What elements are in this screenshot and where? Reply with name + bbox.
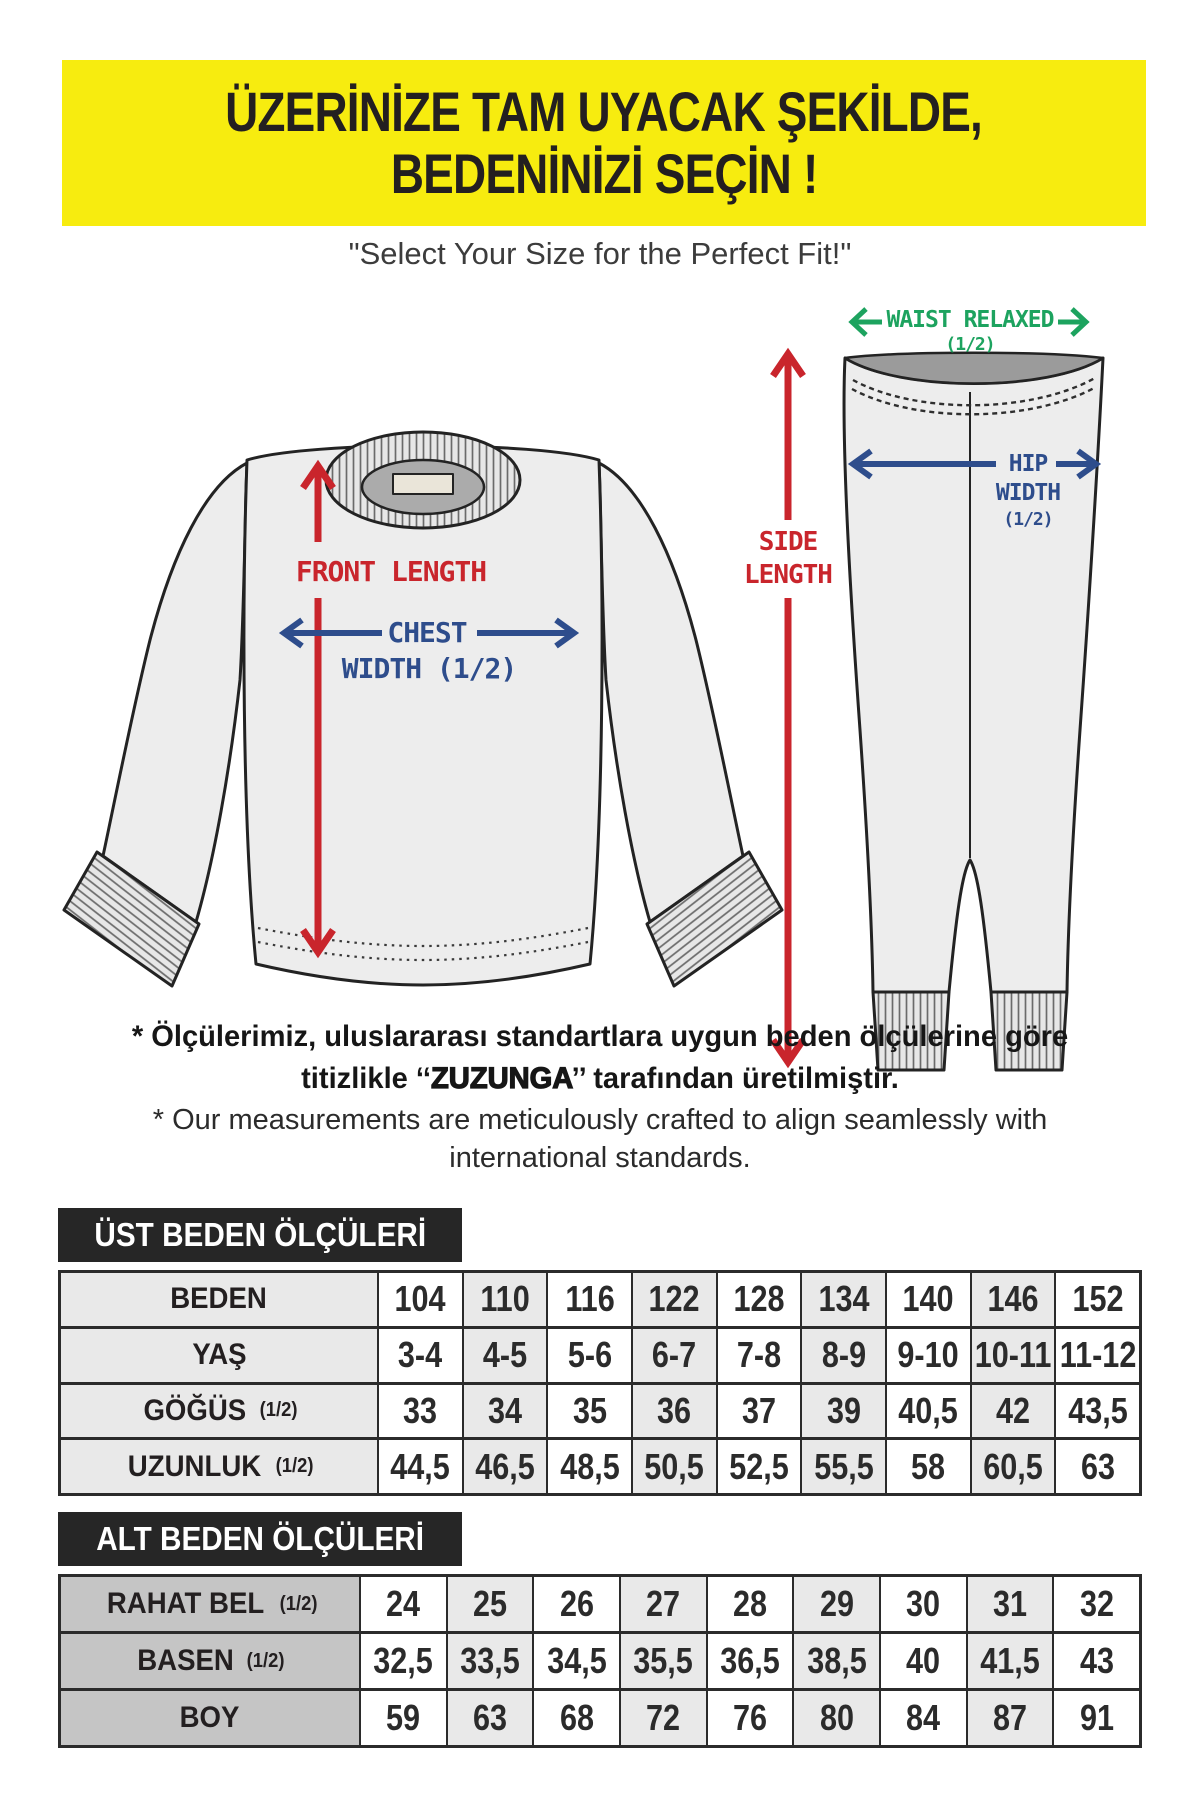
front-length-label: FRONT LENGTH <box>295 555 487 588</box>
row-label: GÖĞÜS (1/2) <box>61 1385 377 1438</box>
size-value: 37 <box>716 1385 801 1438</box>
brand-name: ZUZUNGA <box>431 1062 572 1095</box>
upper-body-table-title: ÜST BEDEN ÖLÇÜLERİ <box>94 1216 426 1253</box>
upper-body-table-header <box>58 1208 462 1262</box>
size-value: 84 <box>879 1691 966 1745</box>
table-row <box>61 1326 1139 1382</box>
note-turkish-line1: * Ölçülerimiz, uluslararası standartlara uygun beden ölçülerine göre <box>131 1020 1069 1053</box>
size-value: 31 <box>966 1577 1053 1631</box>
size-value: 68 <box>532 1691 619 1745</box>
size-value: 36 <box>631 1385 716 1438</box>
shirt-illustration <box>64 432 782 986</box>
size-value: 128 <box>716 1273 801 1326</box>
size-value: 24 <box>359 1577 446 1631</box>
size-value: 63 <box>446 1691 533 1745</box>
size-value: 9-10 <box>885 1329 970 1382</box>
size-value: 33 <box>377 1385 462 1438</box>
size-value: 48,5 <box>546 1440 631 1493</box>
size-value: 134 <box>800 1273 885 1326</box>
collar-tag <box>393 474 453 494</box>
waist-relaxed-half-label: (1/2) <box>945 334 995 355</box>
row-label: BOY <box>61 1691 359 1745</box>
promo-banner <box>62 60 1146 226</box>
size-value: 4-5 <box>462 1329 547 1382</box>
row-label: YAŞ <box>61 1329 377 1382</box>
size-value: 8-9 <box>800 1329 885 1382</box>
chest-width-label-line1: CHEST <box>387 616 467 649</box>
size-value: 43,5 <box>1054 1385 1139 1438</box>
note-english-line2: international standards. <box>449 1142 751 1174</box>
size-value: 87 <box>966 1691 1053 1745</box>
banner-line-2: BEDENİNİZİ SEÇİN ! <box>390 142 818 205</box>
size-value: 34,5 <box>532 1634 619 1688</box>
lower-body-table-header <box>58 1512 462 1566</box>
size-value: 36,5 <box>706 1634 793 1688</box>
size-value: 50,5 <box>631 1440 716 1493</box>
row-label: UZUNLUK (1/2) <box>61 1440 377 1493</box>
size-value: 29 <box>792 1577 879 1631</box>
row-label: BASEN (1/2) <box>61 1634 359 1688</box>
size-value: 80 <box>792 1691 879 1745</box>
measurement-diagram <box>0 300 1200 1080</box>
size-value: 104 <box>377 1273 462 1326</box>
lower-body-table-title: ALT BEDEN ÖLÇÜLERİ <box>96 1520 424 1557</box>
table-row <box>61 1437 1139 1493</box>
size-value: 6-7 <box>631 1329 716 1382</box>
size-value: 46,5 <box>462 1440 547 1493</box>
hip-width-label-line2: WIDTH <box>995 480 1061 506</box>
garment-diagram-canvas <box>0 300 1200 1080</box>
side-length-arrow <box>773 354 803 1062</box>
size-value: 35,5 <box>619 1634 706 1688</box>
side-length-label-line1: SIDE <box>758 527 818 557</box>
size-value: 116 <box>546 1273 631 1326</box>
hip-width-label <box>966 450 1090 531</box>
size-value: 7-8 <box>716 1329 801 1382</box>
size-value: 32 <box>1052 1577 1139 1631</box>
size-value: 91 <box>1052 1691 1139 1745</box>
table-row <box>61 1577 1139 1631</box>
size-value: 140 <box>885 1273 970 1326</box>
note-english-line1: * Our measurements are meticulously crafted to align seamlessly with <box>152 1104 1048 1136</box>
size-value: 40 <box>879 1634 966 1688</box>
table-row <box>61 1631 1139 1688</box>
note-turkish-line2-post: ’’ tarafından üretilmiştir. <box>571 1062 899 1095</box>
size-value: 58 <box>885 1440 970 1493</box>
size-value: 32,5 <box>359 1634 446 1688</box>
side-length-label-line2: LENGTH <box>744 560 832 590</box>
size-value: 55,5 <box>800 1440 885 1493</box>
size-value: 27 <box>619 1577 706 1631</box>
size-value: 11-12 <box>1054 1329 1139 1382</box>
size-value: 76 <box>706 1691 793 1745</box>
size-value: 10-11 <box>970 1329 1055 1382</box>
size-value: 34 <box>462 1385 547 1438</box>
hip-width-half-label: (1/2) <box>1003 509 1053 530</box>
size-value: 33,5 <box>446 1634 533 1688</box>
size-value: 3-4 <box>377 1329 462 1382</box>
size-value: 35 <box>546 1385 631 1438</box>
note-turkish-line2-pre: titizlikle ‘‘ <box>301 1062 432 1095</box>
size-value: 41,5 <box>966 1634 1053 1688</box>
size-value: 44,5 <box>377 1440 462 1493</box>
upper-body-size-table <box>58 1270 1142 1496</box>
size-value: 63 <box>1054 1440 1139 1493</box>
size-value: 30 <box>879 1577 966 1631</box>
size-value: 59 <box>359 1691 446 1745</box>
size-value: 38,5 <box>792 1634 879 1688</box>
row-label: BEDEN <box>61 1273 377 1326</box>
size-value: 110 <box>462 1273 547 1326</box>
size-value: 39 <box>800 1385 885 1438</box>
size-value: 42 <box>970 1385 1055 1438</box>
size-value: 60,5 <box>970 1440 1055 1493</box>
size-value: 122 <box>631 1273 716 1326</box>
hip-width-label-line1: HIP <box>1008 451 1048 477</box>
lower-body-size-table <box>58 1574 1142 1748</box>
size-value: 25 <box>446 1577 533 1631</box>
banner-subtitle: "Select Your Size for the Perfect Fit!" <box>348 236 852 271</box>
chest-width-label-line2: WIDTH (1/2) <box>341 652 517 685</box>
banner-line-1: ÜZERİNİZE TAM UYACAK ŞEKİLDE, <box>225 80 983 144</box>
size-value: 52,5 <box>716 1440 801 1493</box>
row-label: RAHAT BEL (1/2) <box>61 1577 359 1631</box>
size-value: 5-6 <box>546 1329 631 1382</box>
table-row <box>61 1688 1139 1745</box>
size-value: 72 <box>619 1691 706 1745</box>
table-row <box>61 1273 1139 1326</box>
size-value: 28 <box>706 1577 793 1631</box>
size-value: 146 <box>970 1273 1055 1326</box>
size-value: 26 <box>532 1577 619 1631</box>
note-turkish-line2 <box>18 1062 1182 1096</box>
side-length-label <box>698 526 878 592</box>
waist-relaxed-label: WAIST RELAXED <box>886 307 1054 333</box>
size-value: 43 <box>1052 1634 1139 1688</box>
size-value: 40,5 <box>885 1385 970 1438</box>
table-row <box>61 1382 1139 1438</box>
size-value: 152 <box>1054 1273 1139 1326</box>
